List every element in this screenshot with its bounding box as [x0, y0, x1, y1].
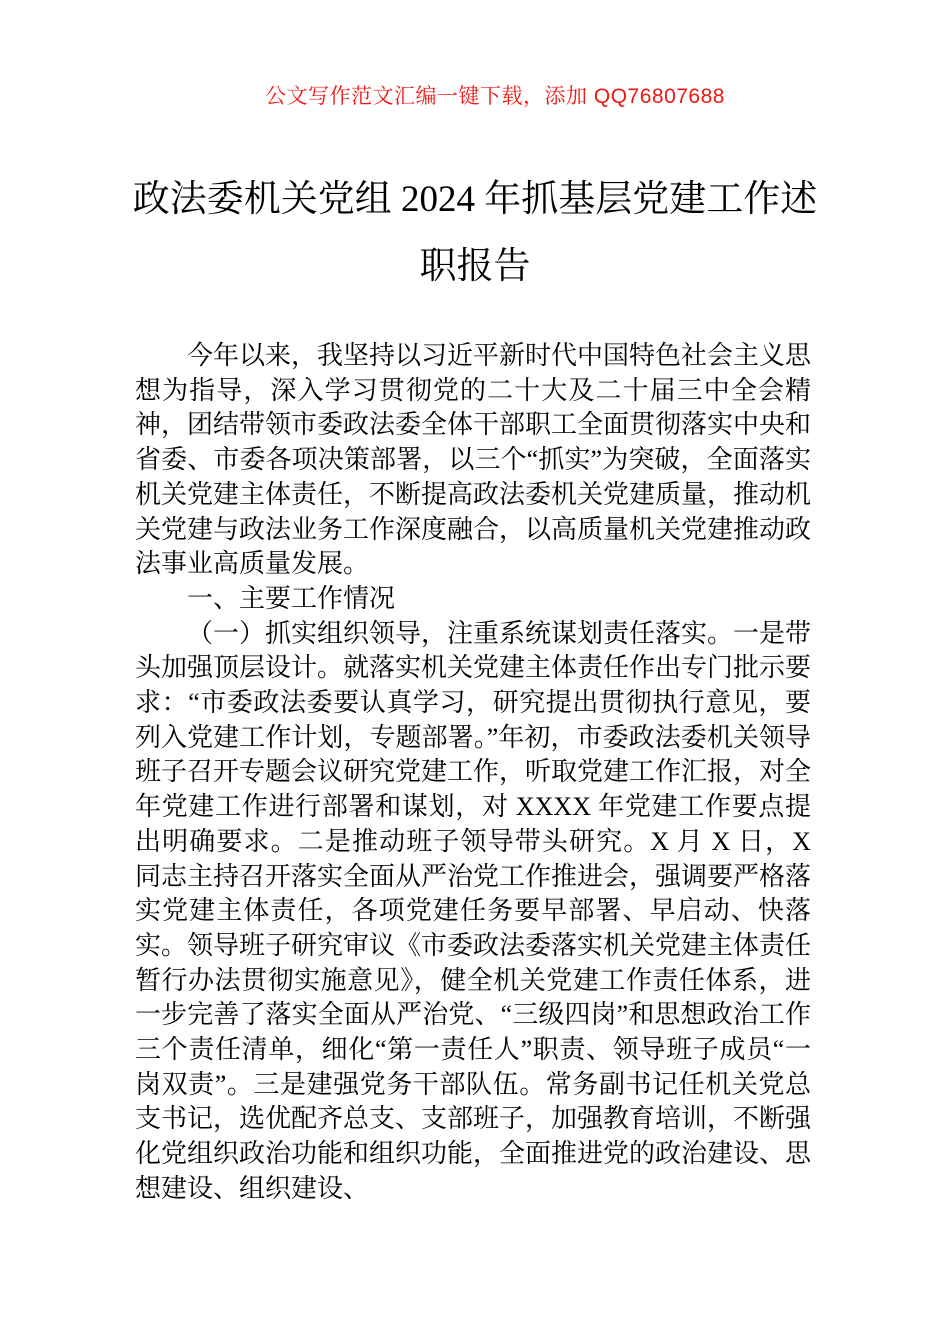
document-title: [130, 166, 820, 300]
download-notice: 公文写作范文汇编一键下载，添加 QQ76807688: [265, 85, 725, 108]
body-paragraph: 今年以来，我坚持以习近平新时代中国特色社会主义思想为指导，深入学习贯彻党的二十大及二十届三中全会精神，团结带领市委政法委全体干部职工全面贯彻落实中央和省委、市委各项决策部署，以三个“抓实”为突破，全面落实机关党建主体责任，不断提高政法委机关党建质量，推动机关党建与政法业务工作深度融合，以高质量机关党建推动政法事业高质量发展。: [135, 341, 812, 579]
document-title-line-2: 职报告: [419, 246, 531, 287]
document-title-line-1: 政法委机关党组 2024 年抓基层党建工作述: [132, 179, 818, 220]
document-body: [135, 339, 811, 1207]
section-heading: 一、主要工作情况: [187, 583, 396, 613]
body-paragraph: （一）抓实组织领导，注重系统谋划责任落实。一是带头加强顶层设计。就落实机关党建主体责任作出专门批示要求：“市委政法委要认真学习，研究提出贯彻执行意见，要列入党建工作计划，专题部署。”年初，市委政法委机关领导班子召开专题会议研究党建工作，听取党建工作汇报，对全年党建工作进行部署和谋划，对 XXXX 年党建工作要点提出明确要求。二是推动班子领导带头研究。X 月 X 日，X 同志主持召开落实全面从严治党工作推进会，强调要严格落实党建主体责任，各项党建任务要早部署、早启动、快落实。领导班子研究审议《市委政法委落实机关党建主体责任暂行办法贯彻实施意见》，健全机关党建工作责任体系，进一步完善了落实全面从严治党、“三级四岗”和思想政治工作三个责任清单，细化“第一责任人”职责、领导班子成员“一岗双责”。三是建强党务干部队伍。常务副书记任机关党总支书记，选优配齐总支、支部班子，加强教育培训，不断强化党组织政治功能和组织功能，全面推进党的政治建设、思想建设、组织建设、: [135, 618, 812, 1203]
